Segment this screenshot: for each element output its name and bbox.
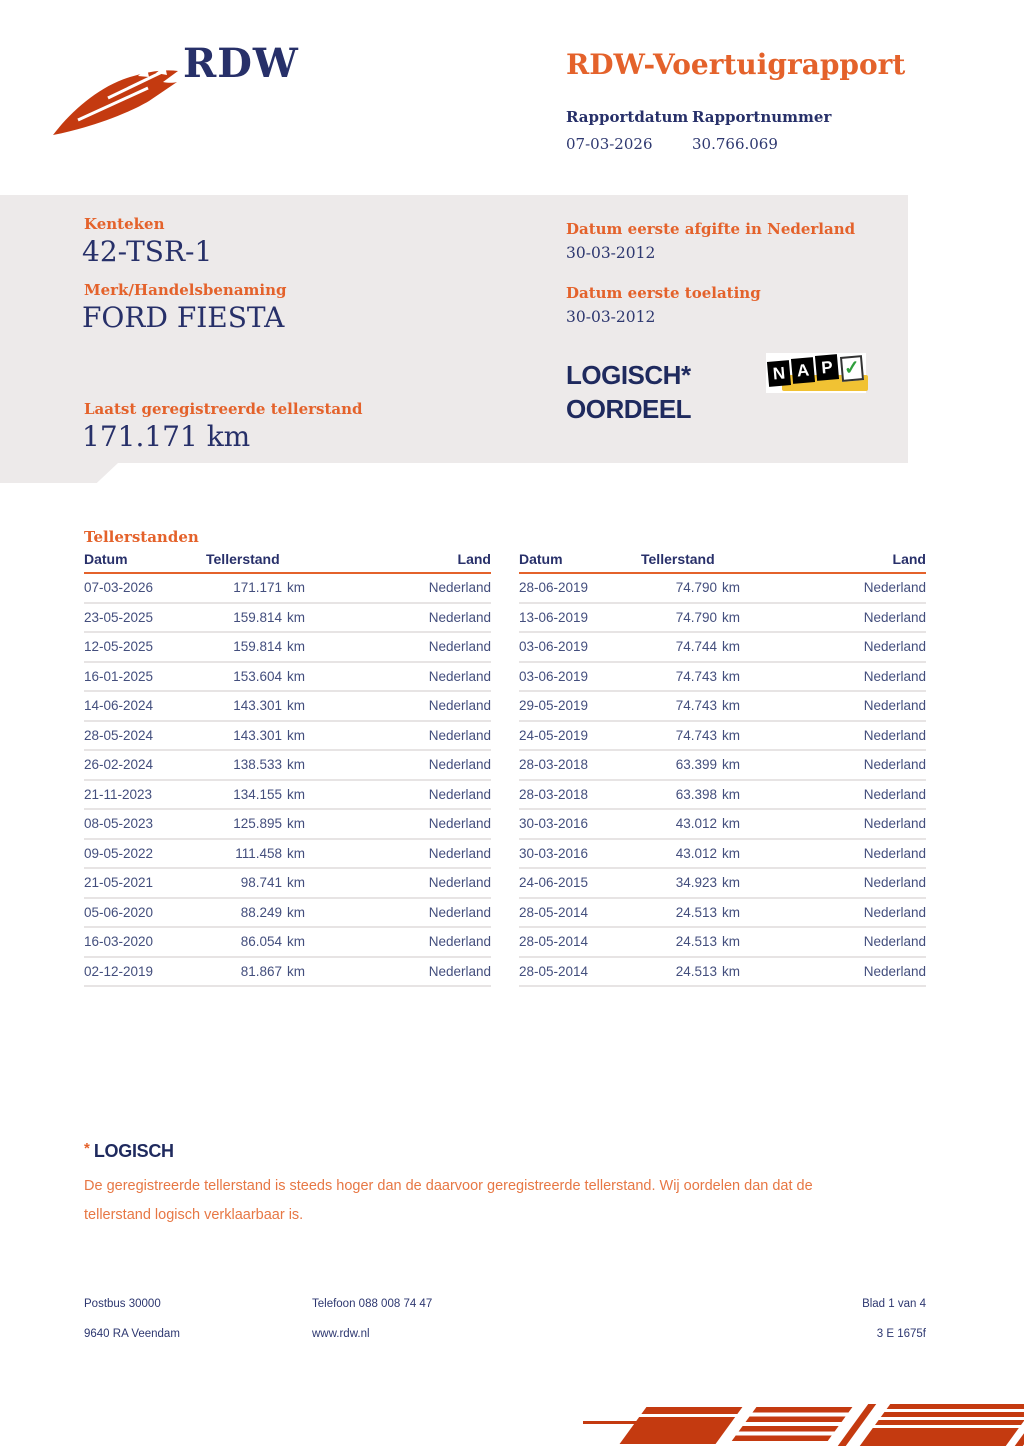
row-datum: 24-05-2019 [519, 727, 589, 743]
row-tellerstand: 159.814 km [233, 609, 305, 625]
row-land: Nederland [863, 580, 926, 596]
row-datum: 09-05-2022 [84, 845, 154, 861]
row-datum: 24-06-2015 [519, 875, 589, 891]
row-tellerstand: 159.814 km [233, 639, 305, 655]
footer-phone: Telefoon 088 008 74 47 [312, 1298, 433, 1310]
tellerstanden-tables [84, 551, 926, 987]
tellerstanden-table-left [84, 551, 491, 987]
table-body [519, 574, 926, 987]
table-row [519, 751, 926, 781]
row-land: Nederland [428, 845, 491, 861]
speed-stripe-block [620, 1407, 743, 1444]
oordeel-verdict [566, 358, 691, 426]
row-land: Nederland [428, 816, 491, 832]
row-datum: 30-03-2016 [519, 845, 589, 861]
nap-letter-a: A [791, 357, 815, 384]
row-tellerstand: 34.923 km [675, 875, 740, 891]
row-tellerstand: 138.533 km [233, 757, 305, 773]
row-land: Nederland [428, 639, 491, 655]
oordeel-line2: OORDEEL [566, 394, 692, 424]
row-datum: 16-03-2020 [84, 934, 154, 950]
table-row [519, 633, 926, 663]
table-row [84, 633, 491, 663]
table-row [519, 810, 926, 840]
speed-stripes-graphic [575, 1400, 1024, 1449]
row-datum: 28-05-2014 [519, 963, 589, 979]
row-land: Nederland [428, 757, 491, 773]
row-land: Nederland [428, 875, 491, 891]
table-row [84, 722, 491, 752]
speed-stripe-block [860, 1404, 1024, 1446]
column-header-tellerstand: Tellerstand [641, 551, 715, 567]
nap-check-icon: ✓ [840, 355, 864, 382]
tellerstanden-table-right [519, 551, 926, 987]
row-land: Nederland [428, 580, 491, 596]
eerste-toelating-value: 30-03-2012 [566, 308, 656, 326]
table-row [84, 692, 491, 722]
row-datum: 21-05-2021 [84, 875, 154, 891]
table-row [519, 781, 926, 811]
table-row [519, 692, 926, 722]
report-number-value: 30.766.069 [692, 135, 778, 153]
row-datum: 26-02-2024 [84, 757, 154, 773]
laatste-tellerstand-value: 171.171 km [82, 420, 251, 453]
table-row [519, 663, 926, 693]
row-tellerstand: 171.171 km [233, 580, 305, 596]
column-header-land: Land [457, 551, 491, 567]
footnote-line1: De geregistreerde tellerstand is steeds hoger dan de daarvoor geregistreerde tellerstand. Wij oordelen dan dat de [84, 1178, 813, 1194]
row-tellerstand: 43.012 km [675, 845, 740, 861]
table-row [84, 899, 491, 929]
row-datum: 29-05-2019 [519, 698, 589, 714]
row-datum: 21-11-2023 [84, 786, 153, 802]
row-tellerstand: 63.398 km [675, 786, 740, 802]
row-tellerstand: 74.743 km [675, 727, 740, 743]
footnote-title: LOGISCH [93, 1141, 174, 1161]
speed-stripe-block [730, 1407, 853, 1444]
table-row [519, 899, 926, 929]
row-land: Nederland [863, 875, 926, 891]
row-land: Nederland [428, 727, 491, 743]
row-land: Nederland [428, 963, 491, 979]
report-date-label: Rapportdatum [566, 108, 689, 126]
row-tellerstand: 74.743 km [675, 698, 740, 714]
row-land: Nederland [428, 668, 491, 684]
row-tellerstand: 74.790 km [675, 609, 740, 625]
nap-letter-n: N [767, 360, 791, 387]
row-land: Nederland [863, 698, 926, 714]
report-date-value: 07-03-2026 [566, 135, 653, 153]
eerste-afgifte-label: Datum eerste afgifte in Nederland [566, 220, 856, 238]
table-row [84, 928, 491, 958]
row-datum: 28-03-2018 [519, 786, 589, 802]
row-datum: 02-12-2019 [84, 963, 154, 979]
footer-address-line2: 9640 RA Veendam [84, 1328, 180, 1340]
row-datum: 05-06-2020 [84, 904, 154, 920]
table-row [84, 840, 491, 870]
merk-value: FORD FIESTA [82, 301, 285, 334]
row-tellerstand: 81.867 km [240, 963, 305, 979]
row-datum: 28-05-2014 [519, 934, 589, 950]
row-datum: 28-03-2018 [519, 757, 589, 773]
row-datum: 28-05-2024 [84, 727, 154, 743]
table-header-row [84, 551, 491, 574]
row-tellerstand: 24.513 km [675, 963, 740, 979]
footer-doc-code: 3 E 1675f [876, 1328, 926, 1340]
row-tellerstand: 134.155 km [233, 786, 305, 802]
row-land: Nederland [863, 816, 926, 832]
table-row [84, 781, 491, 811]
table-row [84, 810, 491, 840]
table-row [519, 840, 926, 870]
row-datum: 28-06-2019 [519, 580, 589, 596]
table-row [84, 663, 491, 693]
table-row [519, 722, 926, 752]
row-land: Nederland [863, 668, 926, 684]
row-tellerstand: 98.741 km [240, 875, 305, 891]
row-datum: 03-06-2019 [519, 639, 589, 655]
table-row [84, 958, 491, 988]
table-row [84, 574, 491, 604]
row-land: Nederland [863, 727, 926, 743]
row-land: Nederland [863, 963, 926, 979]
row-tellerstand: 153.604 km [233, 668, 305, 684]
table-row [519, 574, 926, 604]
row-land: Nederland [863, 757, 926, 773]
row-land: Nederland [863, 786, 926, 802]
vehicle-summary-panel-tab [0, 463, 118, 483]
table-header-row [519, 551, 926, 574]
eerste-toelating-label: Datum eerste toelating [566, 284, 761, 302]
row-land: Nederland [428, 786, 491, 802]
row-tellerstand: 24.513 km [675, 904, 740, 920]
kenteken-label: Kenteken [84, 215, 165, 233]
row-land: Nederland [863, 904, 926, 920]
row-tellerstand: 143.301 km [233, 727, 305, 743]
column-header-tellerstand: Tellerstand [206, 551, 280, 567]
table-row [519, 958, 926, 988]
table-row [519, 928, 926, 958]
footnote-asterisk: * [84, 1140, 90, 1157]
row-datum: 03-06-2019 [519, 668, 589, 684]
row-land: Nederland [428, 698, 491, 714]
row-tellerstand: 86.054 km [240, 934, 305, 950]
nap-letter-p: P [815, 354, 839, 381]
row-land: Nederland [428, 609, 491, 625]
report-number-label: Rapportnummer [692, 108, 832, 126]
nap-logo [766, 351, 872, 397]
row-datum: 13-06-2019 [519, 609, 589, 625]
row-datum: 16-01-2025 [84, 668, 154, 684]
tellerstanden-section-title: Tellerstanden [84, 528, 199, 546]
row-tellerstand: 111.458 km [235, 845, 305, 861]
column-header-datum: Datum [519, 551, 563, 567]
footer-page-number: Blad 1 van 4 [862, 1298, 926, 1310]
row-land: Nederland [863, 845, 926, 861]
laatste-tellerstand-label: Laatst geregistreerde tellerstand [84, 400, 363, 418]
row-tellerstand: 74.744 km [675, 639, 740, 655]
table-body [84, 574, 491, 987]
row-datum: 08-05-2023 [84, 816, 154, 832]
row-tellerstand: 125.895 km [233, 816, 305, 832]
row-land: Nederland [428, 904, 491, 920]
column-header-datum: Datum [84, 551, 128, 567]
footer-website-link: www.rdw.nl [312, 1328, 370, 1340]
eerste-afgifte-value: 30-03-2012 [566, 244, 656, 262]
row-tellerstand: 74.790 km [675, 580, 740, 596]
row-land: Nederland [863, 609, 926, 625]
footnote-line2: tellerstand logisch verklaarbaar is. [84, 1206, 304, 1223]
row-datum: 07-03-2026 [84, 580, 154, 596]
row-land: Nederland [428, 934, 491, 950]
row-tellerstand: 74.743 km [675, 668, 740, 684]
row-tellerstand: 143.301 km [233, 698, 305, 714]
page-title: RDW-Voertuigrapport [566, 48, 906, 81]
report-meta [566, 108, 831, 153]
row-datum: 14-06-2024 [84, 698, 154, 714]
table-row [84, 604, 491, 634]
rdw-logo-text: RDW [183, 40, 299, 87]
row-land: Nederland [863, 934, 926, 950]
rdw-logo-swoosh-icon [50, 48, 180, 138]
row-tellerstand: 43.012 km [675, 816, 740, 832]
row-land: Nederland [863, 639, 926, 655]
footnote-text [84, 1172, 884, 1229]
row-tellerstand: 88.249 km [240, 904, 305, 920]
row-datum: 30-03-2016 [519, 816, 589, 832]
column-header-land: Land [892, 551, 926, 567]
row-datum: 23-05-2025 [84, 609, 154, 625]
row-datum: 28-05-2014 [519, 904, 589, 920]
table-row [519, 869, 926, 899]
kenteken-value: 42-TSR-1 [82, 235, 213, 268]
oordeel-line1: LOGISCH* [566, 360, 691, 390]
footer-address-line1: Postbus 30000 [84, 1298, 161, 1310]
table-row [84, 869, 491, 899]
footnote-heading [84, 1140, 174, 1162]
row-datum: 12-05-2025 [84, 639, 154, 655]
row-tellerstand: 24.513 km [675, 934, 740, 950]
merk-label: Merk/Handelsbenaming [84, 281, 287, 299]
table-row [84, 751, 491, 781]
row-tellerstand: 63.399 km [675, 757, 740, 773]
table-row [519, 604, 926, 634]
